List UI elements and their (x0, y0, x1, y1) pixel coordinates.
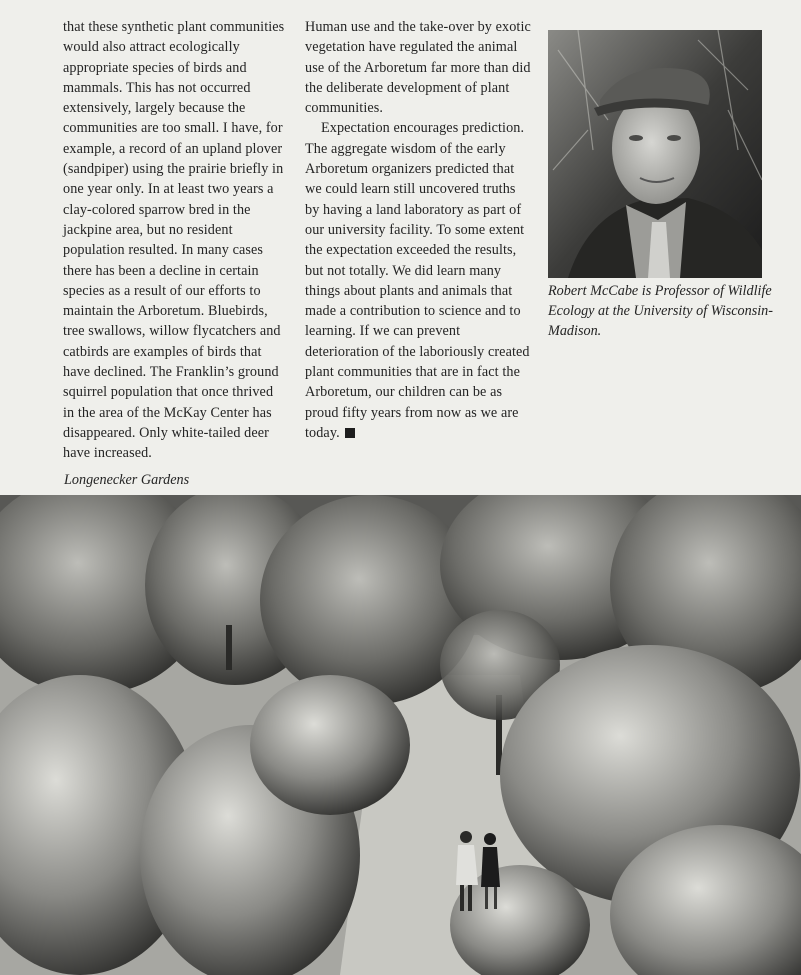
end-of-article-mark (345, 428, 355, 438)
gardens-photo (0, 495, 801, 975)
paragraph: Human use and the take-over by exotic vegetation have regulated the animal use of the Arboretum far more than did the deliberate development of plant communities. (305, 19, 531, 117)
paragraph-text: Expectation encourages prediction. The aggregate wisdom of the early Arboretum organizers predicted that we could learn still uncovered truths by having a land laboratory as part of our university facility. To some extent the expectation exceeded the results, but not totally. We did learn many things about plants and animals that made a contribution to science and to learning. If we can prevent deterioration of the laboriously created plant communities that are in fact the Arboretum, our children can be as proud fifty years from now as we are today. (305, 120, 530, 441)
gardens-illustration (0, 495, 801, 975)
portrait-caption: Robert McCabe is Professor of Wildlife Ecology at the University of Wisconsin-Madison. (548, 283, 773, 339)
article-column-1 (63, 17, 285, 464)
paragraph-final (305, 118, 531, 443)
article-column-2 (305, 17, 531, 443)
author-portrait-photo (548, 30, 762, 278)
photo-label: Longenecker Gardens (64, 472, 190, 488)
paragraph: that these synthetic plant communities would also attract ecologically appropriate species of birds and mammals. This has not occurred extensively, largely because the communities are too small. I have, for example, a record of an upland plover (sandpiper) using the prairie briefly in one year only. In at least two years a clay-colored sparrow bred in the jackpine area, but no resident population resulted. In many cases there has been a decline in certain species as a result of our efforts to maintain the Arboretum. Bluebirds, tree swallows, willow flycatchers and catbirds are examples of birds that have declined. The Franklin’s ground squirrel population that once thrived in the area of the McKay Center has disappeared. Only white-tailed deer have increased. (63, 19, 285, 462)
portrait-illustration (548, 30, 762, 278)
